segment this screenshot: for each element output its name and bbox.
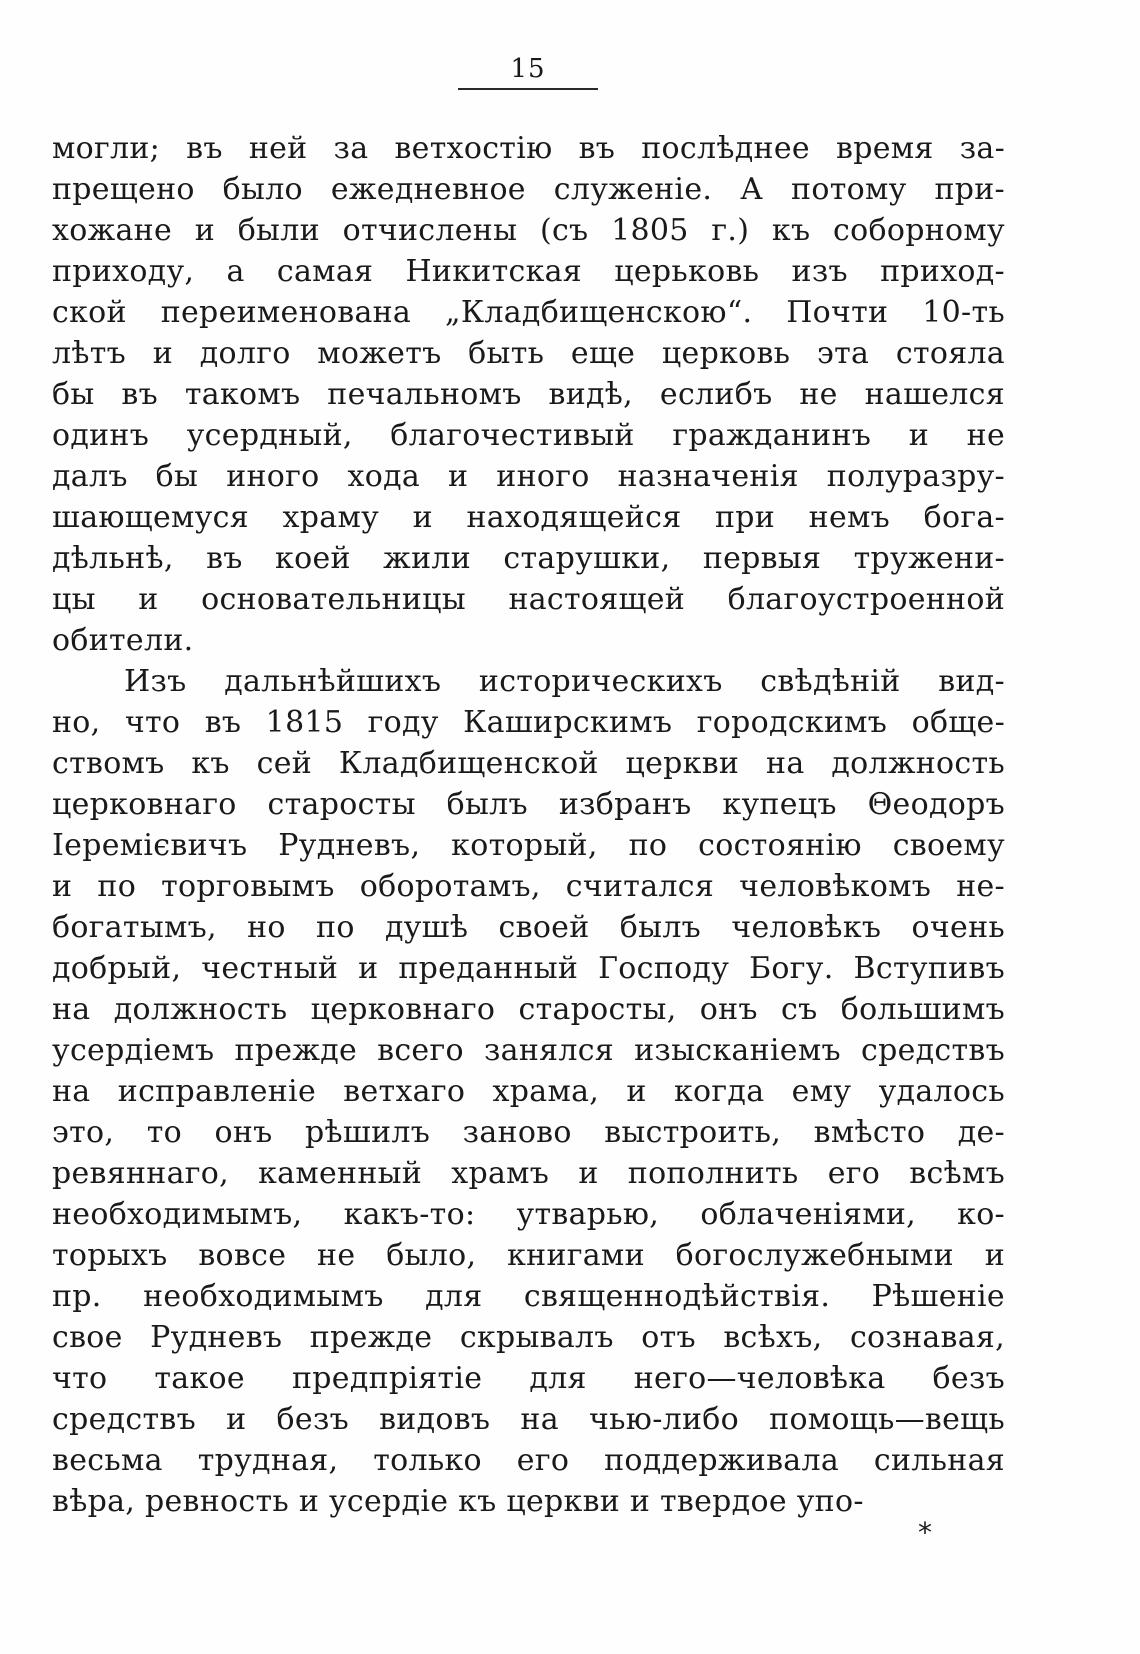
text-line: цы и основательницы настоящей благоустроенной (52, 582, 1005, 617)
text-line: далъ бы иного хода и иного назначенія полуразру- (52, 459, 1005, 494)
text-line: одинъ усердный, благочестивый гражданинъ и не (52, 418, 1005, 453)
text-line: добрый, честный и преданный Господу Богу. Вступивъ (52, 951, 1005, 986)
text-line: это, то онъ рѣшилъ заново выстроить, вмѣсто де- (52, 1115, 1005, 1150)
text-line: ревяннаго, каменный храмъ и пополнить его всѣмъ (52, 1156, 1005, 1191)
text-line: церковнаго старосты былъ избранъ купецъ Θеодоръ (52, 787, 1005, 822)
text-line: Іеремієвичъ Рудневъ, который, по состоянію своему (52, 828, 1005, 863)
text-line: приходу, а самая Никитская церьковь изъ приход- (52, 254, 1005, 289)
text-line: средствъ и безъ видовъ на чью-либо помощь—вещь (52, 1402, 1005, 1437)
text-line: на должность церковнаго старосты, онъ съ большимъ (52, 992, 1005, 1027)
text-line: обители. (52, 623, 194, 658)
paragraph (52, 128, 1005, 661)
body-text (52, 128, 1005, 1522)
text-line: торыхъ вовсе не было, книгами богослужебными и (52, 1238, 1005, 1273)
text-line: шающемуся храму и находящейся при немъ бога- (52, 500, 1005, 535)
text-line: свое Рудневъ прежде скрывалъ отъ всѣхъ, сознавая, (52, 1320, 1005, 1355)
text-line: прещено было ежедневное служеніе. А потому при- (52, 172, 1005, 207)
text-line: что такое предпріятіе для него—человѣка безъ (52, 1361, 1005, 1396)
text-line: пр. необходимымъ для священнодѣйствія. Рѣшеніе (52, 1279, 1005, 1314)
text-line: и по торговымъ оборотамъ, считался человѣкомъ не- (52, 869, 1005, 904)
text-line: вѣра, ревность и усердіе къ церкви и твердое упо- (52, 1484, 864, 1519)
text-line: но, что въ 1815 году Каширскимъ городскимъ обще- (52, 705, 1005, 740)
text-line: хожане и были отчислены (съ 1805 г.) къ соборному (52, 213, 1005, 248)
text-line: весьма трудная, только его поддерживала сильная (52, 1443, 1005, 1478)
text-line: Изъ дальнѣйшихъ историческихъ свѣдѣній вид- (124, 664, 1005, 699)
text-line: необходимымъ, какъ-то: утварью, облаченіями, ко- (52, 1197, 1005, 1232)
text-line: на исправленіе ветхаго храма, и когда ему удалось (52, 1074, 1005, 1109)
page-number-rule (458, 88, 598, 90)
text-line: ской переименована „Кладбищенскою“. Почти 10-ть (52, 295, 1005, 330)
text-line: ствомъ къ сей Кладбищенской церкви на должность (52, 746, 1005, 781)
signature-mark: * (918, 1516, 932, 1549)
text-line: бы въ такомъ печальномъ видѣ, еслибъ не нашелся (52, 377, 1005, 412)
paragraph (52, 661, 1005, 1522)
text-line: могли; въ ней за ветхостію въ послѣднее время за- (52, 131, 1005, 166)
text-line: дѣльнѣ, въ коей жили старушки, первыя тружени- (52, 541, 1005, 576)
page-number: 15 (510, 54, 546, 84)
text-line: усердіемъ прежде всего занялся изысканіемъ средствъ (52, 1033, 1005, 1068)
text-line: богатымъ, но по душѣ своей былъ человѣкъ очень (52, 910, 1005, 945)
text-line: лѣтъ и долго можетъ быть еще церковь эта стояла (52, 336, 1005, 371)
